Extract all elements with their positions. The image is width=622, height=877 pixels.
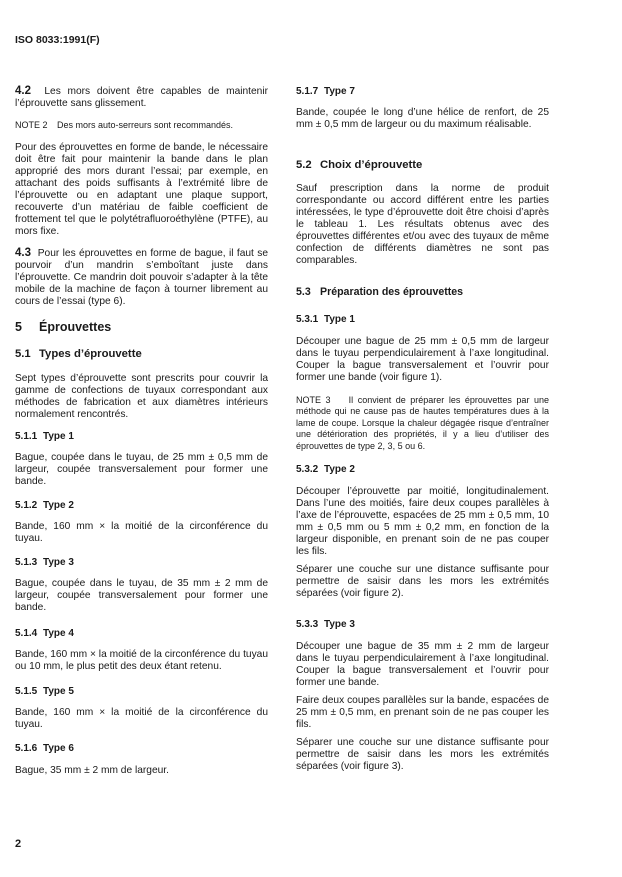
note-2: [15, 120, 268, 131]
type-2-heading: 5.3.2 Type 2: [296, 464, 355, 475]
paragraph: Bague, 35 mm ± 2 mm de largeur.: [15, 765, 169, 776]
note-label: NOTE 2: [15, 120, 48, 130]
paragraph: Sept types d’éprouvette sont prescrits pour couvrir la gamme de confections de tuyaux correspondant aux méthodes de fabrication et aux diamètres intérieurs normalement rencontrés.: [15, 373, 268, 420]
subsection-heading: 5.3 Préparation des éprouvettes: [296, 286, 464, 298]
subsection-heading: 5.1 Types d’éprouvette: [15, 348, 142, 360]
paragraph: Bande, 160 mm × la moitié de la circonférence du tuyau.: [15, 521, 268, 544]
clause-number: 4.3: [15, 247, 31, 259]
clause-4-2: [15, 85, 268, 110]
section-heading: 5 Éprouvettes: [15, 320, 112, 334]
paragraph: Bague, coupée dans le tuyau, de 35 mm ± 2 mm de largeur, coupée transversalement pour former une bande.: [15, 578, 268, 613]
paragraph: Séparer une couche sur une distance suffisante pour permettre de saisir dans les mors les extrémités séparées (voir figure 2).: [296, 564, 549, 599]
type-5-heading: 5.1.5 Type 5: [15, 686, 74, 697]
note-label: NOTE 3: [296, 395, 331, 405]
type-2-heading: 5.1.2 Type 2: [15, 500, 74, 511]
type-1-heading: 5.1.1 Type 1: [15, 431, 74, 442]
clause-text: Les mors doivent être capables de maintenir l’éprouvette sans glissement.: [15, 86, 268, 109]
page-number: 2: [15, 838, 22, 850]
clause-number: 4.2: [15, 85, 31, 97]
paragraph: Découper l’éprouvette par moitié, longitudinalement. Dans l’une des moitiés, faire deux coupes parallèles à l’axe de l’éprouvette, espacées de 25 mm ± 0,5 mm, 10 mm ± 0,5 mm ou 5 mm ± 0,2 mm, en fonction de la largeur disponible, en prenant soin de ne pas couper les fils.: [296, 486, 549, 557]
paragraph: Bague, coupée dans le tuyau, de 25 mm ± 0,5 mm de largeur, coupée transversalement pour former une bande.: [15, 452, 268, 487]
type-3-heading: 5.1.3 Type 3: [15, 557, 74, 568]
document-header: ISO 8033:1991(F): [15, 34, 100, 46]
type-3-heading: 5.3.3 Type 3: [296, 619, 355, 630]
subsection-heading: 5.2 Choix d’éprouvette: [296, 159, 423, 171]
paragraph: Pour des éprouvettes en forme de bande, le nécessaire doit être fait pour maintenir la bande dans le plan approprié des mors durant l’essai; par exemple, en attachant des poids suffisants à l’extrémité libre de l’éprouvette ou en adaptant une plaque support, recouverte d’un matériau de faible coefficient de frottement tel que le polytétrafluoroéthylène (PTFE), au mors fixe.: [15, 142, 268, 237]
paragraph: Bande, 160 mm × la moitié de la circonférence du tuyau ou 10 mm, le plus petit des deux étant retenu.: [15, 649, 268, 672]
type-4-heading: 5.1.4 Type 4: [15, 628, 74, 639]
paragraph: Sauf prescription dans la norme de produit correspondante ou accord différent entre les parties intéressées, le type d’éprouvette doit être choisi d’après le tableau 1. Les résultats obtenus avec des éprouvettes différentes et/ou avec des tuyaux de même confection de différents diamètres ne sont pas comparables.: [296, 183, 549, 266]
paragraph: Découper une bague de 25 mm ± 0,5 mm de largeur dans le tuyau perpendiculairement à l’axe longitudinal. Couper la bague transversalement et l’ouvrir pour former une bande (voir figure 1).: [296, 336, 549, 383]
clause-text: Pour les éprouvettes en forme de bague, il faut se pourvoir d’un mandrin s’emboîtant juste dans l’éprouvette. Ce mandrin doit pouvoir s’adapter à la tête mobile de la machine de façon à tourner librement au cours de l’essai (type 6).: [15, 248, 268, 307]
type-1-heading: 5.3.1 Type 1: [296, 314, 355, 325]
paragraph: Séparer une couche sur une distance suffisante pour permettre de saisir dans les mors les extrémités séparées (voir figure 3).: [296, 737, 549, 772]
paragraph: Bande, 160 mm × la moitié de la circonférence du tuyau.: [15, 707, 268, 730]
paragraph: Bande, coupée le long d’une hélice de renfort, de 25 mm ± 0,5 mm de largeur ou du maximum réalisable.: [296, 107, 549, 130]
note-text: Des mors auto-serreurs sont recommandés.: [57, 120, 234, 130]
note-text: Il convient de préparer les éprouvettes par une méthode qui ne cause pas de hautes températures dues à la lame de coupe. Lorsque la chaleur dégagée risque d’entraîner une détérioration des propriétés, il y a lieu d’utiliser des éprouvettes de type 2, 3, 5 ou 6.: [296, 395, 549, 451]
clause-4-3: [15, 247, 268, 308]
paragraph: Faire deux coupes parallèles sur la bande, espacées de 25 mm ± 0,5 mm, en prenant soin de ne pas couper les fils.: [296, 695, 549, 730]
type-7-heading: 5.1.7 Type 7: [296, 86, 355, 97]
type-6-heading: 5.1.6 Type 6: [15, 743, 74, 754]
paragraph: Découper une bague de 35 mm ± 2 mm de largeur dans le tuyau perpendiculairement à l’axe longitudinal. Couper la bague transversalement et l’ouvrir pour former une bande.: [296, 641, 549, 688]
note-3: [296, 395, 549, 452]
